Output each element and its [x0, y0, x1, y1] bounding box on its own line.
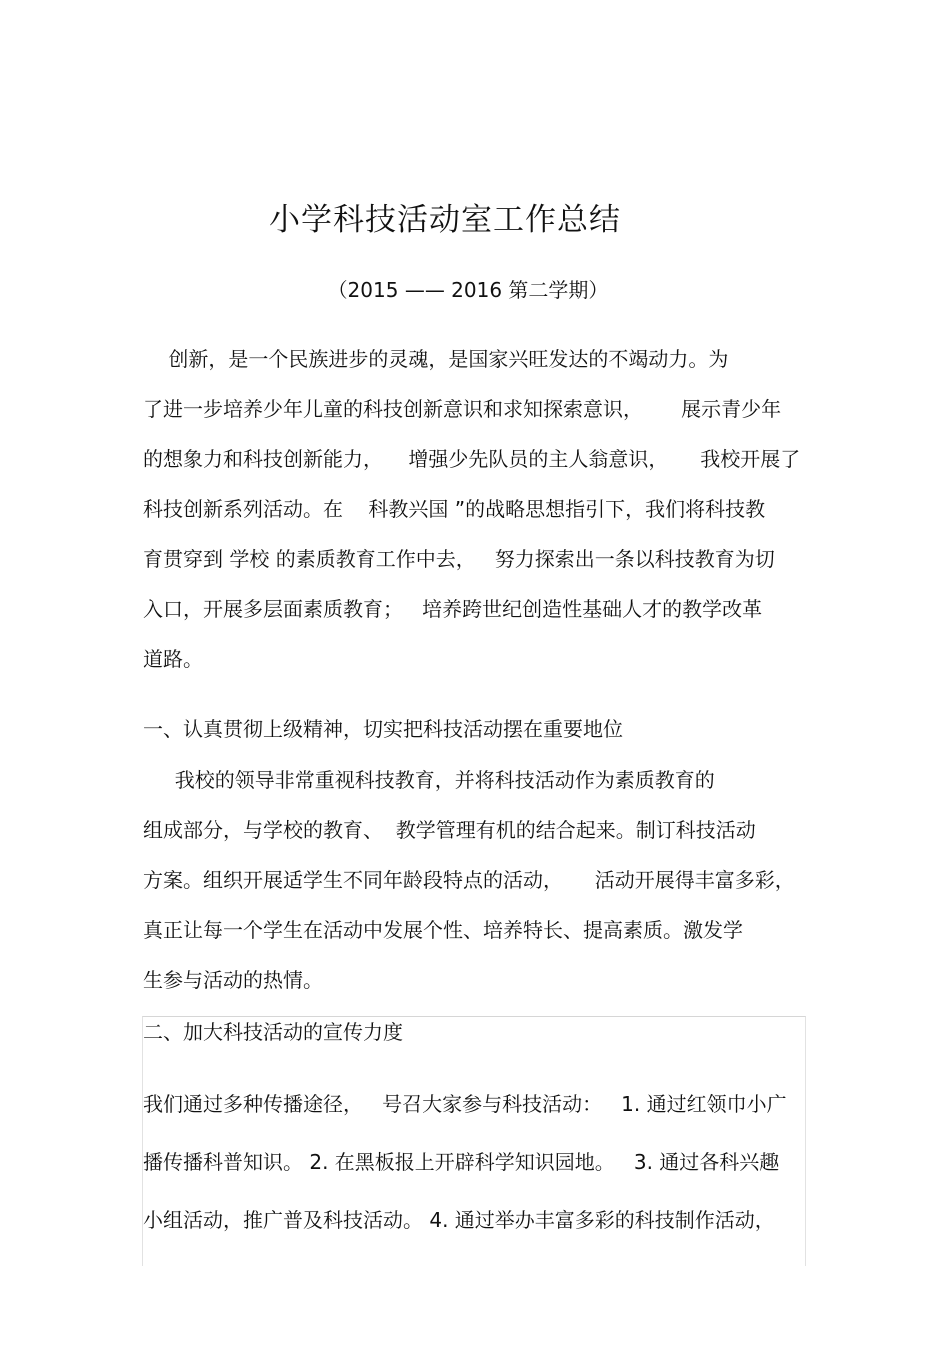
intro-line: 入口，开展多层面素质教育； 培养跨世纪创造性基础人才的教学改革 [143, 597, 763, 621]
section-heading-2: 二、加大科技活动的宣传力度 [143, 1020, 403, 1044]
intro-line: 科技创新系列活动。在 科教兴国 ”的战略思想指引下，我们将科技教 [143, 497, 766, 521]
intro-line: 创新，是一个民族进步的灵魂，是国家兴旺发达的不竭动力。为 [143, 347, 729, 371]
section1-line: 组成部分，与学校的教育、 教学管理有机的结合起来。制订科技活动 [143, 818, 756, 842]
section1-line: 生参与活动的热情。 [143, 968, 323, 992]
intro-line: 的想象力和科技创新能力， 增强少先队员的主人翁意识， 我校开展了 [143, 447, 801, 471]
document-subtitle: （2015 —— 2016 第二学期） [327, 278, 609, 302]
intro-line: 育贯穿到 学校 的素质教育工作中去， 努力探索出一条以科技教育为切 [143, 547, 775, 571]
section2-line: 我们通过多种传播途径， 号召大家参与科技活动： 1. 通过红领巾小广 [143, 1092, 787, 1116]
section1-line: 方案。组织开展适学生不同年龄段特点的活动， 活动开展得丰富多彩， [143, 868, 795, 892]
section2-line: 小组活动，推广普及科技活动。 4. 通过举办丰富多彩的科技制作活动， [143, 1208, 775, 1232]
section-heading-1: 一、认真贯彻上级精神，切实把科技活动摆在重要地位 [143, 717, 623, 741]
section1-line: 我校的领导非常重视科技教育，并将科技活动作为素质教育的 [143, 768, 715, 792]
intro-line: 了进一步培养少年儿童的科技创新意识和求知探索意识， 展示青少年 [143, 397, 782, 421]
intro-line: 道路。 [143, 647, 203, 671]
section1-line: 真正让每一个学生在活动中发展个性、培养特长、提高素质。激发学 [143, 918, 743, 942]
section2-line: 播传播科普知识。 2. 在黑板报上开辟科学知识园地。 3. 通过各科兴趣 [143, 1150, 780, 1174]
document-title: 小学科技活动室工作总结 [269, 202, 621, 238]
